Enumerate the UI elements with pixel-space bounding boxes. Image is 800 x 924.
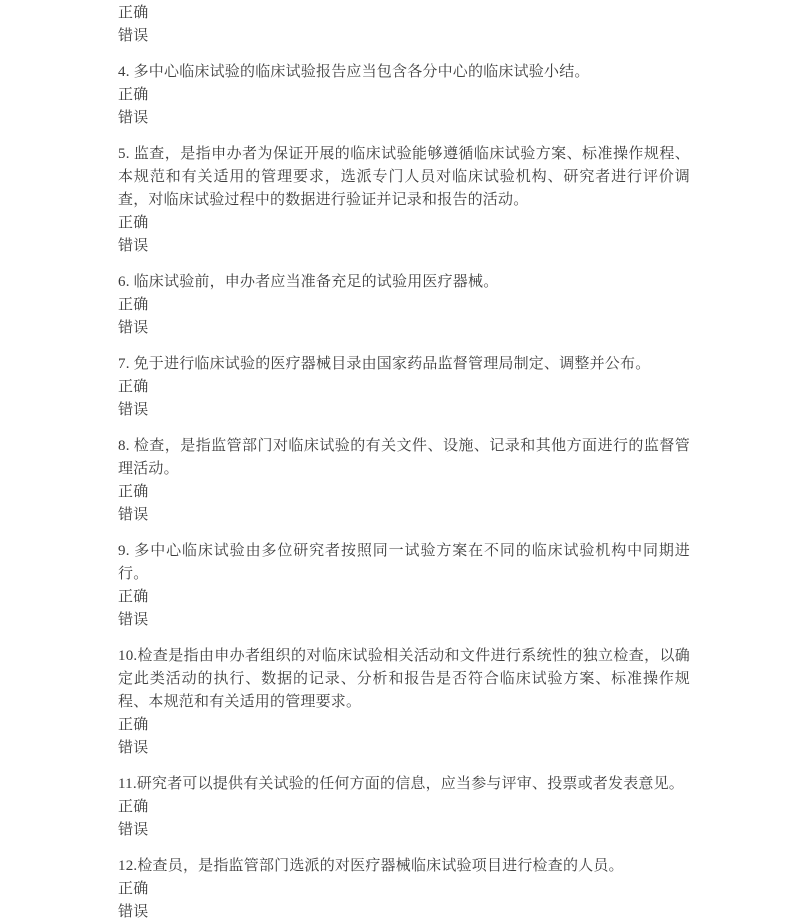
answer-option-correct[interactable]: 正确 [118,484,149,500]
answer-option-wrong[interactable]: 错误 [118,238,149,254]
answer-option-wrong[interactable]: 错误 [118,612,149,628]
question-block-12 [118,855,690,924]
answer-option-correct[interactable]: 正确 [118,5,149,21]
answer-option-correct[interactable]: 正确 [118,717,149,733]
answer-option-wrong[interactable]: 错误 [118,28,149,44]
answer-option-correct[interactable]: 正确 [118,87,149,103]
answer-option-correct[interactable]: 正确 [118,215,149,231]
answer-option-wrong[interactable]: 错误 [118,402,149,418]
question-text: 5. 监查，是指申办者为保证开展的临床试验能够遵循临床试验方案、标准操作规程、本规范和有关适用的管理要求，选派专门人员对临床试验机构、研究者进行评价调查，对临床试验过程中的数据进行验证并记录和报告的活动。 [118,146,690,208]
answer-option-wrong[interactable]: 错误 [118,904,149,920]
question-block-7 [118,353,690,422]
question-text: 11.研究者可以提供有关试验的任何方面的信息，应当参与评审、投票或者发表意见。 [118,776,684,792]
question-block-9 [118,540,690,632]
question-text: 12.检查员，是指监管部门选派的对医疗器械临床试验项目进行检查的人员。 [118,858,624,874]
question-block-partial [118,2,690,48]
answer-option-wrong[interactable]: 错误 [118,822,149,838]
question-text: 7. 免于进行临床试验的医疗器械目录由国家药品监督管理局制定、调整并公布。 [118,356,651,372]
question-text: 6. 临床试验前，申办者应当准备充足的试验用医疗器械。 [118,274,499,290]
question-text: 4. 多中心临床试验的临床试验报告应当包含各分中心的临床试验小结。 [118,64,590,80]
question-block-8 [118,435,690,527]
question-block-10 [118,645,690,760]
question-block-6 [118,271,690,340]
answer-option-wrong[interactable]: 错误 [118,110,149,126]
question-text: 8. 检查，是指监管部门对临床试验的有关文件、设施、记录和其他方面进行的监督管理活动。 [118,438,690,477]
question-text: 10.检查是指由申办者组织的对临床试验相关活动和文件进行系统性的独立检查，以确定此类活动的执行、数据的记录、分析和报告是否符合临床试验方案、标准操作规程、本规范和有关适用的管理要求。 [118,648,690,710]
answer-option-correct[interactable]: 正确 [118,881,149,897]
answer-option-wrong[interactable]: 错误 [118,740,149,756]
answer-option-wrong[interactable]: 错误 [118,507,149,523]
answer-option-correct[interactable]: 正确 [118,379,149,395]
question-block-11 [118,773,690,842]
question-block-5 [118,143,690,258]
question-text: 9. 多中心临床试验由多位研究者按照同一试验方案在不同的临床试验机构中同期进行。 [118,543,690,582]
answer-option-correct[interactable]: 正确 [118,799,149,815]
answer-option-wrong[interactable]: 错误 [118,320,149,336]
answer-option-correct[interactable]: 正确 [118,589,149,605]
answer-option-correct[interactable]: 正确 [118,297,149,313]
question-block-4 [118,61,690,130]
